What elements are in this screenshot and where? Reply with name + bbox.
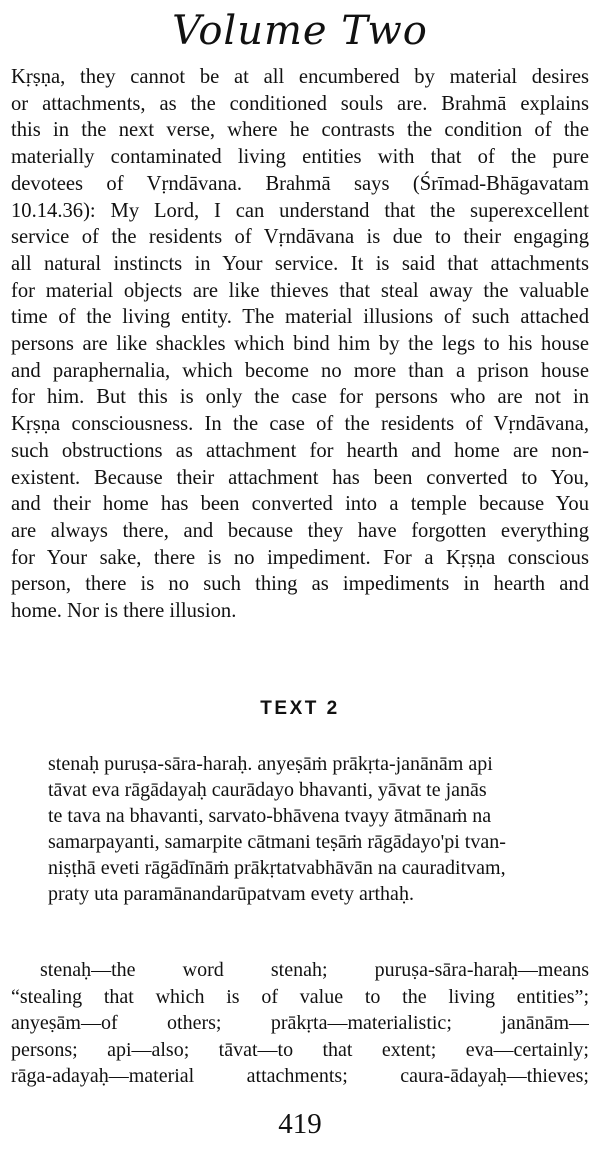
paragraph-line: Kṛṣṇa, they cannot be at all encumbered by material desires bbox=[11, 66, 589, 88]
paragraph-line: this in the next verse, where he contrasts the condition of the bbox=[11, 119, 589, 142]
paragraph-line: existent. Because their attachment has been converted to You, bbox=[11, 466, 589, 489]
paragraph-line: and paraphernalia, which become no more than a prison house bbox=[11, 359, 589, 382]
paragraph-line: are always there, and because they have forgotten everything bbox=[11, 519, 589, 542]
synonym-line: stenaḥ—the word stenah; puruṣa-sāra-haraḥ—means bbox=[40, 959, 589, 981]
paragraph-line: service of the residents of Vṛndāvana is due to their engaging bbox=[11, 226, 589, 249]
paragraph-line: devotees of Vṛndāvana. Brahmā says (Śrīmad-Bhāgavatam bbox=[11, 172, 589, 195]
text-heading: TEXT 2 bbox=[260, 698, 340, 719]
paragraph-line: materially contaminated living entities with that of the pure bbox=[11, 146, 589, 169]
verse-line: stenaḥ puruṣa-sāra-haraḥ. anyeṣāṁ prākṛta-janānām api bbox=[48, 753, 493, 775]
paragraph-line: for Your sake, there is no impediment. For a Kṛṣṇa conscious bbox=[11, 546, 589, 569]
paragraph-line: for material objects are like thieves that steal away the valuable bbox=[11, 279, 589, 302]
page-number: 419 bbox=[278, 1108, 322, 1140]
purport-paragraph bbox=[11, 64, 589, 625]
paragraph-line: Kṛṣṇa consciousness. In the case of the residents of Vṛndāvana, bbox=[11, 413, 589, 436]
paragraph-line: for him. But this is only the case for persons who are not in bbox=[11, 386, 589, 409]
paragraph-line: home. Nor is there illusion. bbox=[11, 600, 237, 623]
paragraph-line: all natural instincts in Your service. It is said that attachments bbox=[11, 252, 589, 275]
paragraph-line: such obstructions as attachment for hearth and home are non- bbox=[11, 439, 589, 462]
word-for-word-synonyms bbox=[11, 957, 589, 1090]
synonym-line: “stealing that which is of value to the living entities”; bbox=[11, 985, 589, 1008]
synonym-line: persons; api—also; tāvat—to that extent; eva—certainly; bbox=[11, 1038, 589, 1061]
paragraph-line: person, there is no such thing as impediments in hearth and bbox=[11, 573, 589, 596]
paragraph-line: time of the living entity. The material illusions of such attached bbox=[11, 306, 589, 329]
sanskrit-verse bbox=[48, 751, 598, 907]
synonym-line: rāga-adayaḥ—material attachments; caura-ādayaḥ—thieves; bbox=[11, 1065, 589, 1088]
running-head: Volume Two bbox=[172, 8, 428, 54]
verse-line: tāvat eva rāgādayaḥ caurādayo bhavanti, yāvat te janās bbox=[48, 779, 487, 801]
paragraph-line: 10.14.36): My Lord, I can understand that the superexcellent bbox=[11, 199, 589, 222]
verse-line: samarpayanti, samarpite cātmani teṣāṁ rāgādayo'pi tvan- bbox=[48, 831, 506, 853]
paragraph-line: and their home has been converted into a temple because You bbox=[11, 493, 589, 516]
verse-line: praty uta paramānandarūpatvam evety arthaḥ. bbox=[48, 883, 414, 905]
verse-line: niṣṭhā eveti rāgādīnāṁ prākṛtatvabhāvān na cauraditvam, bbox=[48, 857, 506, 879]
synonym-line: anyeṣām—of others; prākṛta—materialistic; janānām— bbox=[11, 1012, 589, 1035]
paragraph-line: or attachments, as the conditioned souls are. Brahmā explains bbox=[11, 92, 589, 115]
verse-line: te tava na bhavanti, sarvato-bhāvena tvayy ātmānaṁ na bbox=[48, 805, 492, 827]
paragraph-line: persons are like shackles which bind him by the legs to his house bbox=[11, 333, 589, 356]
